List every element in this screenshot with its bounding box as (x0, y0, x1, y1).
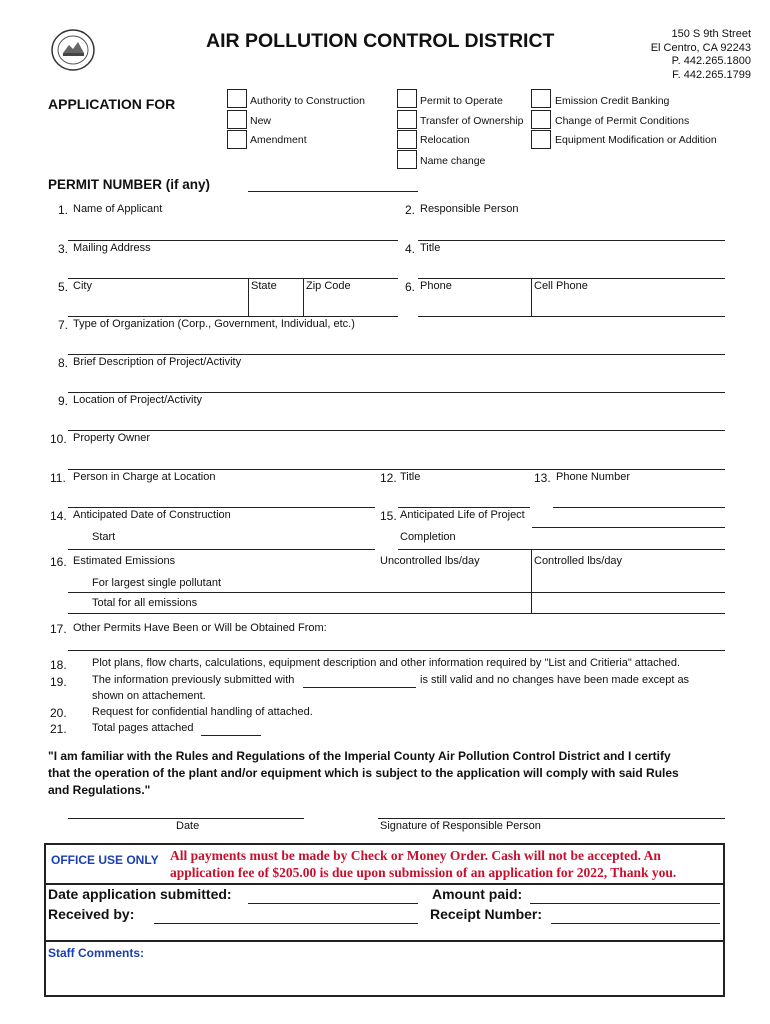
field-number: 19. (50, 675, 67, 689)
field-number: 1. (58, 203, 69, 217)
field-number: 14. (50, 509, 67, 523)
person-in-charge-label: Person in Charge at Location (73, 471, 216, 483)
address-line: F. 442.265.1799 (672, 68, 751, 81)
name-of-applicant-label: Name of Applicant (73, 203, 163, 215)
field-number: 18. (50, 658, 67, 672)
checkbox-permit-to-operate[interactable] (397, 89, 417, 108)
divider (303, 278, 304, 316)
shown-on-attachment-label: shown on attachement. (92, 690, 206, 702)
option-permit-to-operate: Permit to Operate (420, 95, 503, 107)
receipt-number-field[interactable] (551, 923, 720, 924)
total-emissions-field[interactable] (68, 613, 725, 614)
construction-start-field[interactable] (68, 549, 375, 550)
certification-line: and Regulations." (48, 783, 151, 797)
project-completion-field[interactable] (532, 527, 725, 528)
name-of-applicant-field[interactable] (68, 240, 398, 241)
field-number: 10. (50, 432, 67, 446)
checkbox-new[interactable] (227, 110, 247, 129)
certification-text (48, 748, 679, 799)
received-by-field[interactable] (154, 923, 418, 924)
largest-pollutant-field[interactable] (68, 592, 725, 593)
receipt-number-label: Receipt Number: (430, 906, 543, 922)
field-number: 21. (50, 722, 67, 736)
city-state-zip-field[interactable] (68, 316, 398, 317)
property-owner-label: Property Owner (73, 432, 151, 444)
field-number: 17. (50, 622, 67, 636)
total-pages-label: Total pages attached (92, 722, 194, 734)
divider (398, 549, 725, 550)
project-location-label: Location of Project/Activity (73, 394, 203, 406)
other-permits-label: Other Permits Have Been or Will be Obtained From: (73, 622, 327, 634)
mailing-address-field[interactable] (68, 278, 398, 279)
address-line: El Centro, CA 92243 (650, 41, 751, 54)
phone-number-label: Phone Number (556, 471, 630, 483)
office-use-label: OFFICE USE ONLY (51, 853, 159, 867)
field-number: 15. (380, 509, 397, 523)
staff-comments-field[interactable] (52, 962, 717, 992)
mailing-address-label: Mailing Address (73, 242, 151, 254)
option-change-of-permit-conditions: Change of Permit Conditions (555, 115, 690, 127)
title-2-field[interactable] (398, 507, 530, 508)
certification-line: that the operation of the plant and/or equipment which is subject to the application will comply with said Rules (48, 766, 679, 780)
controlled-label: Controlled lbs/day (534, 555, 623, 567)
date-field[interactable] (68, 818, 304, 819)
amount-paid-label: Amount paid: (432, 886, 523, 902)
start-label: Start (92, 531, 116, 543)
construction-date-label: Anticipated Date of Construction (73, 509, 231, 521)
permit-number-label: PERMIT NUMBER (if any) (48, 177, 210, 192)
type-of-organization-field[interactable] (68, 354, 725, 355)
field-number: 9. (58, 394, 69, 408)
state-label: State (251, 280, 277, 292)
date-submitted-label: Date application submitted: (48, 886, 232, 902)
field-number: 6. (405, 280, 416, 294)
cell-phone-label: Cell Phone (534, 280, 588, 292)
uncontrolled-label: Uncontrolled lbs/day (380, 555, 480, 567)
option-transfer-of-ownership: Transfer of Ownership (420, 115, 524, 127)
page-title: AIR POLLUTION CONTROL DISTRICT (206, 30, 555, 52)
field-number: 2. (405, 203, 416, 217)
field-number: 8. (58, 356, 69, 370)
confidential-label: Request for confidential handling of attached. (92, 706, 313, 718)
field-number: 4. (405, 242, 416, 256)
checkbox-equipment-modification[interactable] (531, 130, 551, 149)
field-number: 11. (50, 471, 66, 485)
completion-label: Completion (400, 531, 456, 543)
total-pages-field[interactable] (201, 735, 261, 736)
field-number: 7. (58, 318, 69, 332)
payment-notice-line: application fee of $205.00 is due upon submission of an application for 2022, Thank you. (170, 865, 677, 880)
application-for-label: APPLICATION FOR (48, 96, 176, 112)
checkbox-change-of-permit-conditions[interactable] (531, 110, 551, 129)
option-relocation: Relocation (420, 134, 470, 146)
county-seal-logo (51, 29, 95, 71)
largest-pollutant-label: For largest single pollutant (92, 577, 222, 589)
checkbox-authority-to-construction[interactable] (227, 89, 247, 108)
signature-field[interactable] (378, 818, 725, 819)
field-number: 20. (50, 706, 67, 720)
zip-code-label: Zip Code (306, 280, 351, 292)
city-label: City (73, 280, 92, 292)
checkbox-emission-credit-banking[interactable] (531, 89, 551, 108)
previously-submitted-field[interactable] (303, 687, 416, 688)
type-of-organization-label: Type of Organization (Corp., Government, Individual, etc.) (73, 318, 355, 330)
previously-submitted-label: The information previously submitted with (92, 674, 295, 686)
checkbox-relocation[interactable] (397, 130, 417, 149)
total-emissions-label: Total for all emissions (92, 597, 198, 609)
property-owner-field[interactable] (68, 469, 725, 470)
date-label: Date (176, 820, 200, 832)
permit-number-field[interactable] (248, 191, 418, 192)
other-permits-field[interactable] (68, 650, 725, 651)
checkbox-transfer-of-ownership[interactable] (397, 110, 417, 129)
address-block (651, 28, 751, 82)
option-name-change: Name change (420, 155, 486, 167)
option-new: New (250, 115, 272, 127)
payment-notice-line: All payments must be made by Check or Money Order. Cash will not be accepted. An (170, 848, 661, 863)
still-valid-label: is still valid and no changes have been made except as (420, 674, 690, 686)
project-location-field[interactable] (68, 430, 725, 431)
title-label: Title (420, 242, 441, 254)
title-field[interactable] (418, 278, 725, 279)
divider (531, 278, 532, 316)
estimated-emissions-label: Estimated Emissions (73, 555, 176, 567)
field-number: 13. (534, 471, 551, 485)
field-number: 3. (58, 242, 69, 256)
option-amendment: Amendment (250, 134, 307, 146)
phone-number-field[interactable] (553, 507, 725, 508)
person-in-charge-field[interactable] (68, 507, 375, 508)
checkbox-name-change[interactable] (397, 150, 417, 169)
project-description-label: Brief Description of Project/Activity (73, 356, 242, 368)
field-number: 16. (50, 555, 67, 569)
responsible-person-field[interactable] (418, 240, 725, 241)
signature-label: Signature of Responsible Person (380, 820, 541, 832)
responsible-person-label: Responsible Person (420, 203, 519, 215)
divider (531, 549, 532, 613)
attachments-label: Plot plans, flow charts, calculations, equipment description and other information required by "List and Critieria" attached. (92, 657, 681, 669)
option-equipment-modification: Equipment Modification or Addition (555, 134, 717, 146)
address-line: P. 442.265.1800 (671, 55, 751, 67)
divider (44, 883, 725, 885)
project-life-label: Anticipated Life of Project (400, 509, 525, 521)
date-submitted-field[interactable] (248, 903, 418, 904)
checkbox-amendment[interactable] (227, 130, 247, 149)
divider (44, 940, 725, 942)
received-by-label: Received by: (48, 906, 135, 922)
field-number: 12. (380, 471, 397, 485)
phone-field[interactable] (418, 316, 725, 317)
certification-line: "I am familiar with the Rules and Regulations of the Imperial County Air Pollution Control District and I certify (48, 749, 671, 763)
field-number: 5. (58, 280, 69, 294)
staff-comments-label: Staff Comments: (48, 946, 145, 960)
phone-label: Phone (420, 280, 452, 292)
option-authority-to-construction: Authority to Construction (250, 95, 365, 107)
address-line: 150 S 9th Street (671, 28, 751, 40)
project-description-field[interactable] (68, 392, 725, 393)
title-2-label: Title (400, 471, 421, 483)
amount-paid-field[interactable] (530, 903, 720, 904)
option-emission-credit-banking: Emission Credit Banking (555, 95, 670, 107)
divider (248, 278, 249, 316)
